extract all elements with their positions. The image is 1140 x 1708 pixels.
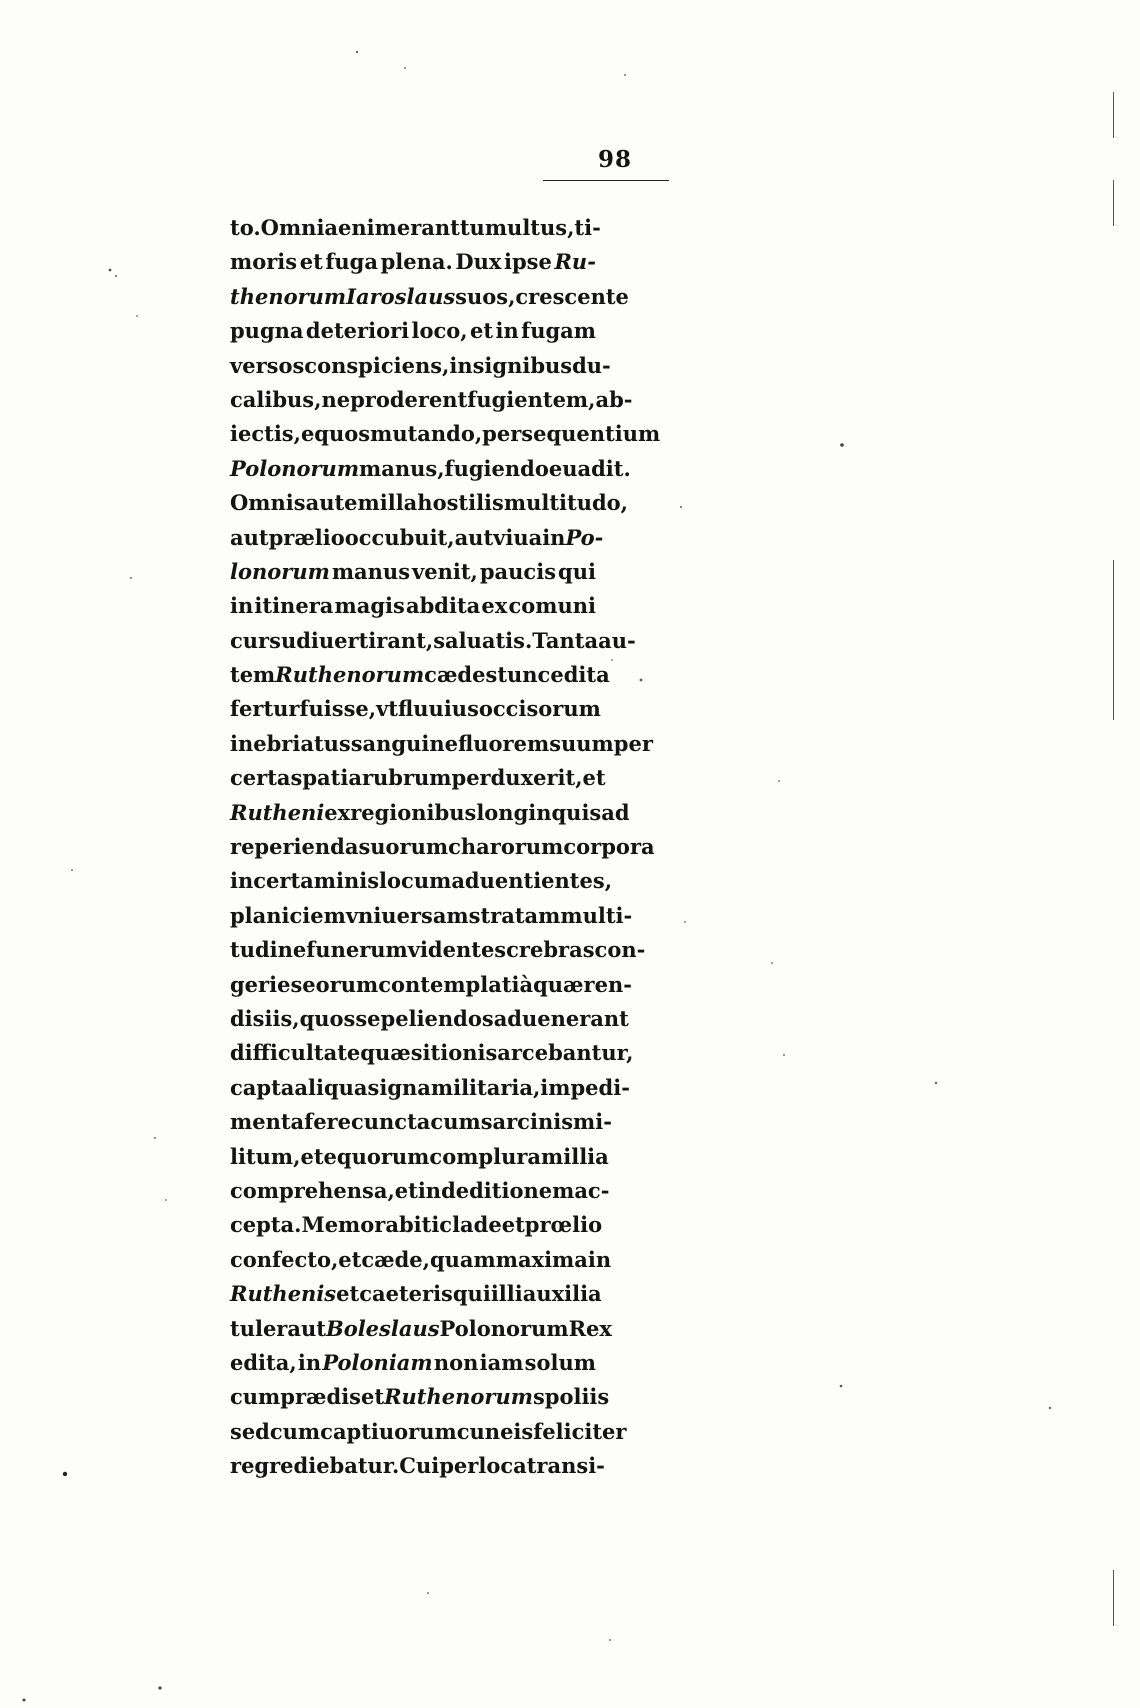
word: clade	[439, 1212, 502, 1238]
word: ex	[324, 799, 351, 825]
word: ex	[481, 593, 508, 619]
word: contemplati	[378, 971, 520, 997]
word: euadit.	[548, 455, 631, 481]
word: calibus,	[230, 386, 322, 412]
word: confecto,	[230, 1246, 339, 1272]
word: iectis,	[230, 421, 301, 447]
word: loca	[478, 1453, 527, 1479]
word: pugna	[230, 318, 304, 344]
word: plena.	[380, 249, 453, 275]
italic-word: thenorum	[230, 283, 347, 309]
word: Omnia	[260, 215, 339, 240]
word: et	[470, 318, 494, 344]
word: mutando,	[370, 421, 483, 447]
word: mi-	[573, 1109, 612, 1135]
word: quæsitionis	[360, 1040, 498, 1066]
word: fluorem	[458, 730, 550, 756]
word: et	[300, 1143, 324, 1169]
word: moris	[230, 249, 298, 275]
word: ac-	[574, 1177, 610, 1203]
word: et	[501, 1212, 525, 1238]
word: auxilia	[522, 1281, 602, 1307]
word: comprehensa,	[230, 1177, 395, 1203]
word: in	[417, 1177, 442, 1203]
word: fere	[304, 1109, 351, 1135]
word: quam	[429, 1246, 496, 1272]
word: vniuersam	[345, 902, 469, 928]
word: fluuius	[398, 696, 479, 722]
word: militaria,	[430, 1074, 541, 1100]
word: enim	[338, 215, 397, 240]
word: crebras	[506, 937, 595, 963]
word: cuneis	[456, 1418, 534, 1444]
word: dis	[230, 1005, 265, 1031]
word: Cui	[399, 1453, 440, 1479]
word: du-	[572, 352, 611, 378]
word: crescente	[515, 283, 629, 309]
word: complura	[429, 1143, 542, 1169]
italic-word: Ruthenis	[230, 1281, 337, 1307]
word: fugam	[521, 318, 596, 344]
word: cursu	[230, 627, 297, 653]
word: maxima	[495, 1246, 588, 1272]
word: et	[361, 1384, 385, 1410]
word: edita	[550, 662, 610, 688]
word: proderent	[350, 386, 468, 412]
word: ad	[601, 799, 630, 825]
word: ne	[321, 386, 351, 412]
word: in	[587, 1246, 612, 1272]
word: in	[230, 868, 254, 894]
italic-word: Ruthenorum	[384, 1384, 533, 1410]
word: caeteris	[359, 1281, 453, 1307]
word: feliciter	[533, 1418, 627, 1444]
word: prædis	[280, 1384, 361, 1410]
word: diuertirant,	[296, 627, 434, 653]
word: litum,	[230, 1143, 301, 1169]
word: certaminis	[253, 868, 380, 894]
word: multi-	[560, 902, 633, 928]
word: tunc	[497, 662, 551, 688]
word: quos	[299, 1005, 356, 1031]
word: corpora	[563, 834, 655, 860]
word: aduenerant	[493, 1005, 629, 1031]
word: ab-	[595, 386, 633, 412]
word: suos,	[455, 283, 516, 309]
word: rubrum	[361, 765, 452, 791]
word: Omnis	[230, 490, 306, 516]
word: abdita	[406, 593, 481, 619]
word: planiciem	[230, 902, 346, 928]
word: impedi-	[540, 1074, 630, 1100]
italic-word: Po-	[565, 524, 604, 550]
word: au-	[598, 627, 636, 653]
word: et	[582, 765, 606, 791]
word: sarcinis	[480, 1109, 574, 1135]
word: itinera	[254, 593, 334, 619]
word: spoliis	[532, 1384, 610, 1410]
word: Tanta	[532, 627, 599, 653]
word: in	[495, 318, 519, 344]
word: tumultus,	[459, 215, 575, 240]
word: viua	[493, 524, 543, 550]
word: capta	[230, 1074, 295, 1100]
word: per	[613, 730, 653, 756]
word: stratam	[468, 902, 561, 928]
word: fugiendo	[444, 455, 549, 481]
word: solum	[524, 1349, 596, 1375]
italic-word: lonorum	[230, 558, 330, 584]
word: regionibus	[350, 799, 477, 825]
word: Polonorum	[439, 1315, 569, 1341]
word: in	[542, 524, 566, 550]
word: certa	[230, 765, 291, 791]
word: non	[433, 1349, 479, 1375]
word: equorum	[323, 1143, 430, 1169]
word: cum	[269, 1418, 321, 1444]
word: sanguine	[350, 730, 458, 756]
word: comuni	[508, 593, 596, 619]
word: illa	[379, 490, 418, 516]
word: sed	[230, 1418, 270, 1444]
italic-word: Poloniam	[322, 1349, 433, 1375]
word: ti-	[574, 215, 601, 240]
italic-word: Rutheni	[230, 799, 325, 825]
word: tuleraut	[230, 1315, 326, 1341]
word: manus	[331, 558, 411, 584]
word: regrediebatur.	[230, 1453, 400, 1479]
word: transi-	[526, 1453, 605, 1479]
italic-word: Iaroslaus	[346, 283, 456, 309]
word: equos	[300, 421, 371, 447]
word: aduentientes,	[451, 868, 613, 894]
word: millia	[541, 1143, 609, 1169]
word: et	[338, 1246, 362, 1272]
word: quæren-	[533, 971, 632, 997]
word: aut	[454, 524, 494, 550]
word: persequentium	[482, 421, 661, 447]
word: cædes	[424, 662, 498, 688]
word: à	[519, 971, 534, 997]
word: captiuorum	[320, 1418, 457, 1444]
word: con-	[594, 937, 646, 963]
word: insignibus	[449, 352, 573, 378]
word: conspiciens,	[304, 352, 450, 378]
italic-word: Boleslaus	[325, 1315, 440, 1341]
word: cæde,	[361, 1246, 430, 1272]
word: qui	[558, 558, 596, 584]
word: aut	[230, 524, 269, 550]
word: cuncta	[350, 1109, 431, 1135]
word: geries	[230, 971, 303, 997]
italic-word: Ru-	[554, 249, 596, 275]
word: Dux	[455, 249, 502, 275]
word: venit,	[412, 558, 478, 584]
word: et	[299, 249, 323, 275]
word: cepta.	[230, 1212, 302, 1238]
word: vt	[376, 696, 399, 722]
word: loco,	[411, 318, 468, 344]
word: menta	[230, 1109, 305, 1135]
word: paucis	[479, 558, 557, 584]
word: prœlio	[524, 1212, 603, 1238]
word: cum	[230, 1384, 281, 1410]
word: longinquis	[476, 799, 602, 825]
word: deditionem	[441, 1177, 575, 1203]
word: eorum	[302, 971, 379, 997]
word: locum	[379, 868, 452, 894]
italic-word: Polonorum	[230, 455, 360, 481]
word: difficultate	[230, 1040, 361, 1066]
word: et	[336, 1281, 360, 1307]
word: et	[394, 1177, 418, 1203]
word: versos	[230, 352, 305, 378]
word: occisorum	[478, 696, 601, 722]
word: funerum	[306, 937, 408, 963]
word: inebriatus	[230, 730, 351, 756]
word: tudine	[230, 937, 307, 963]
word: spatia	[290, 765, 362, 791]
word: edita,	[230, 1349, 297, 1375]
word: suum	[549, 730, 614, 756]
word: illi	[490, 1281, 523, 1307]
word: suorum	[358, 834, 449, 860]
word: aliqua	[294, 1074, 368, 1100]
word: reperienda	[230, 834, 359, 860]
word: hostilis	[417, 490, 504, 516]
word: erant	[396, 215, 460, 240]
word: magis	[334, 593, 405, 619]
word: tem	[230, 662, 276, 688]
word: per	[439, 1453, 479, 1479]
page-number: 98	[597, 146, 632, 173]
word: prælio	[268, 524, 345, 550]
word: saluatis.	[433, 627, 533, 653]
word: deteriori	[305, 318, 410, 344]
word: qui	[452, 1281, 491, 1307]
word: fuisse,	[299, 696, 377, 722]
word: arcebantur,	[497, 1040, 634, 1066]
word: sepeliendos	[355, 1005, 494, 1031]
word: multitudo,	[503, 490, 628, 516]
word: ipse	[504, 249, 552, 275]
word: perduxerit,	[451, 765, 583, 791]
word: videntes	[407, 937, 507, 963]
word: fuga	[325, 249, 378, 275]
word: charorum	[448, 834, 564, 860]
word: iis,	[264, 1005, 300, 1031]
word: fertur	[230, 696, 300, 722]
word: fugientem,	[467, 386, 596, 412]
italic-word: Ruthenorum	[275, 662, 425, 688]
word: occubuit,	[344, 524, 455, 550]
word: in	[230, 593, 254, 619]
word: to.	[230, 215, 261, 240]
word: iam	[479, 1349, 524, 1375]
word: cum	[430, 1109, 481, 1135]
word: autem	[305, 490, 380, 516]
word: manus,	[359, 455, 445, 481]
word: in	[297, 1349, 322, 1375]
word: Memorabiti	[301, 1212, 440, 1238]
word: Rex	[568, 1315, 612, 1341]
word: signa	[367, 1074, 431, 1100]
